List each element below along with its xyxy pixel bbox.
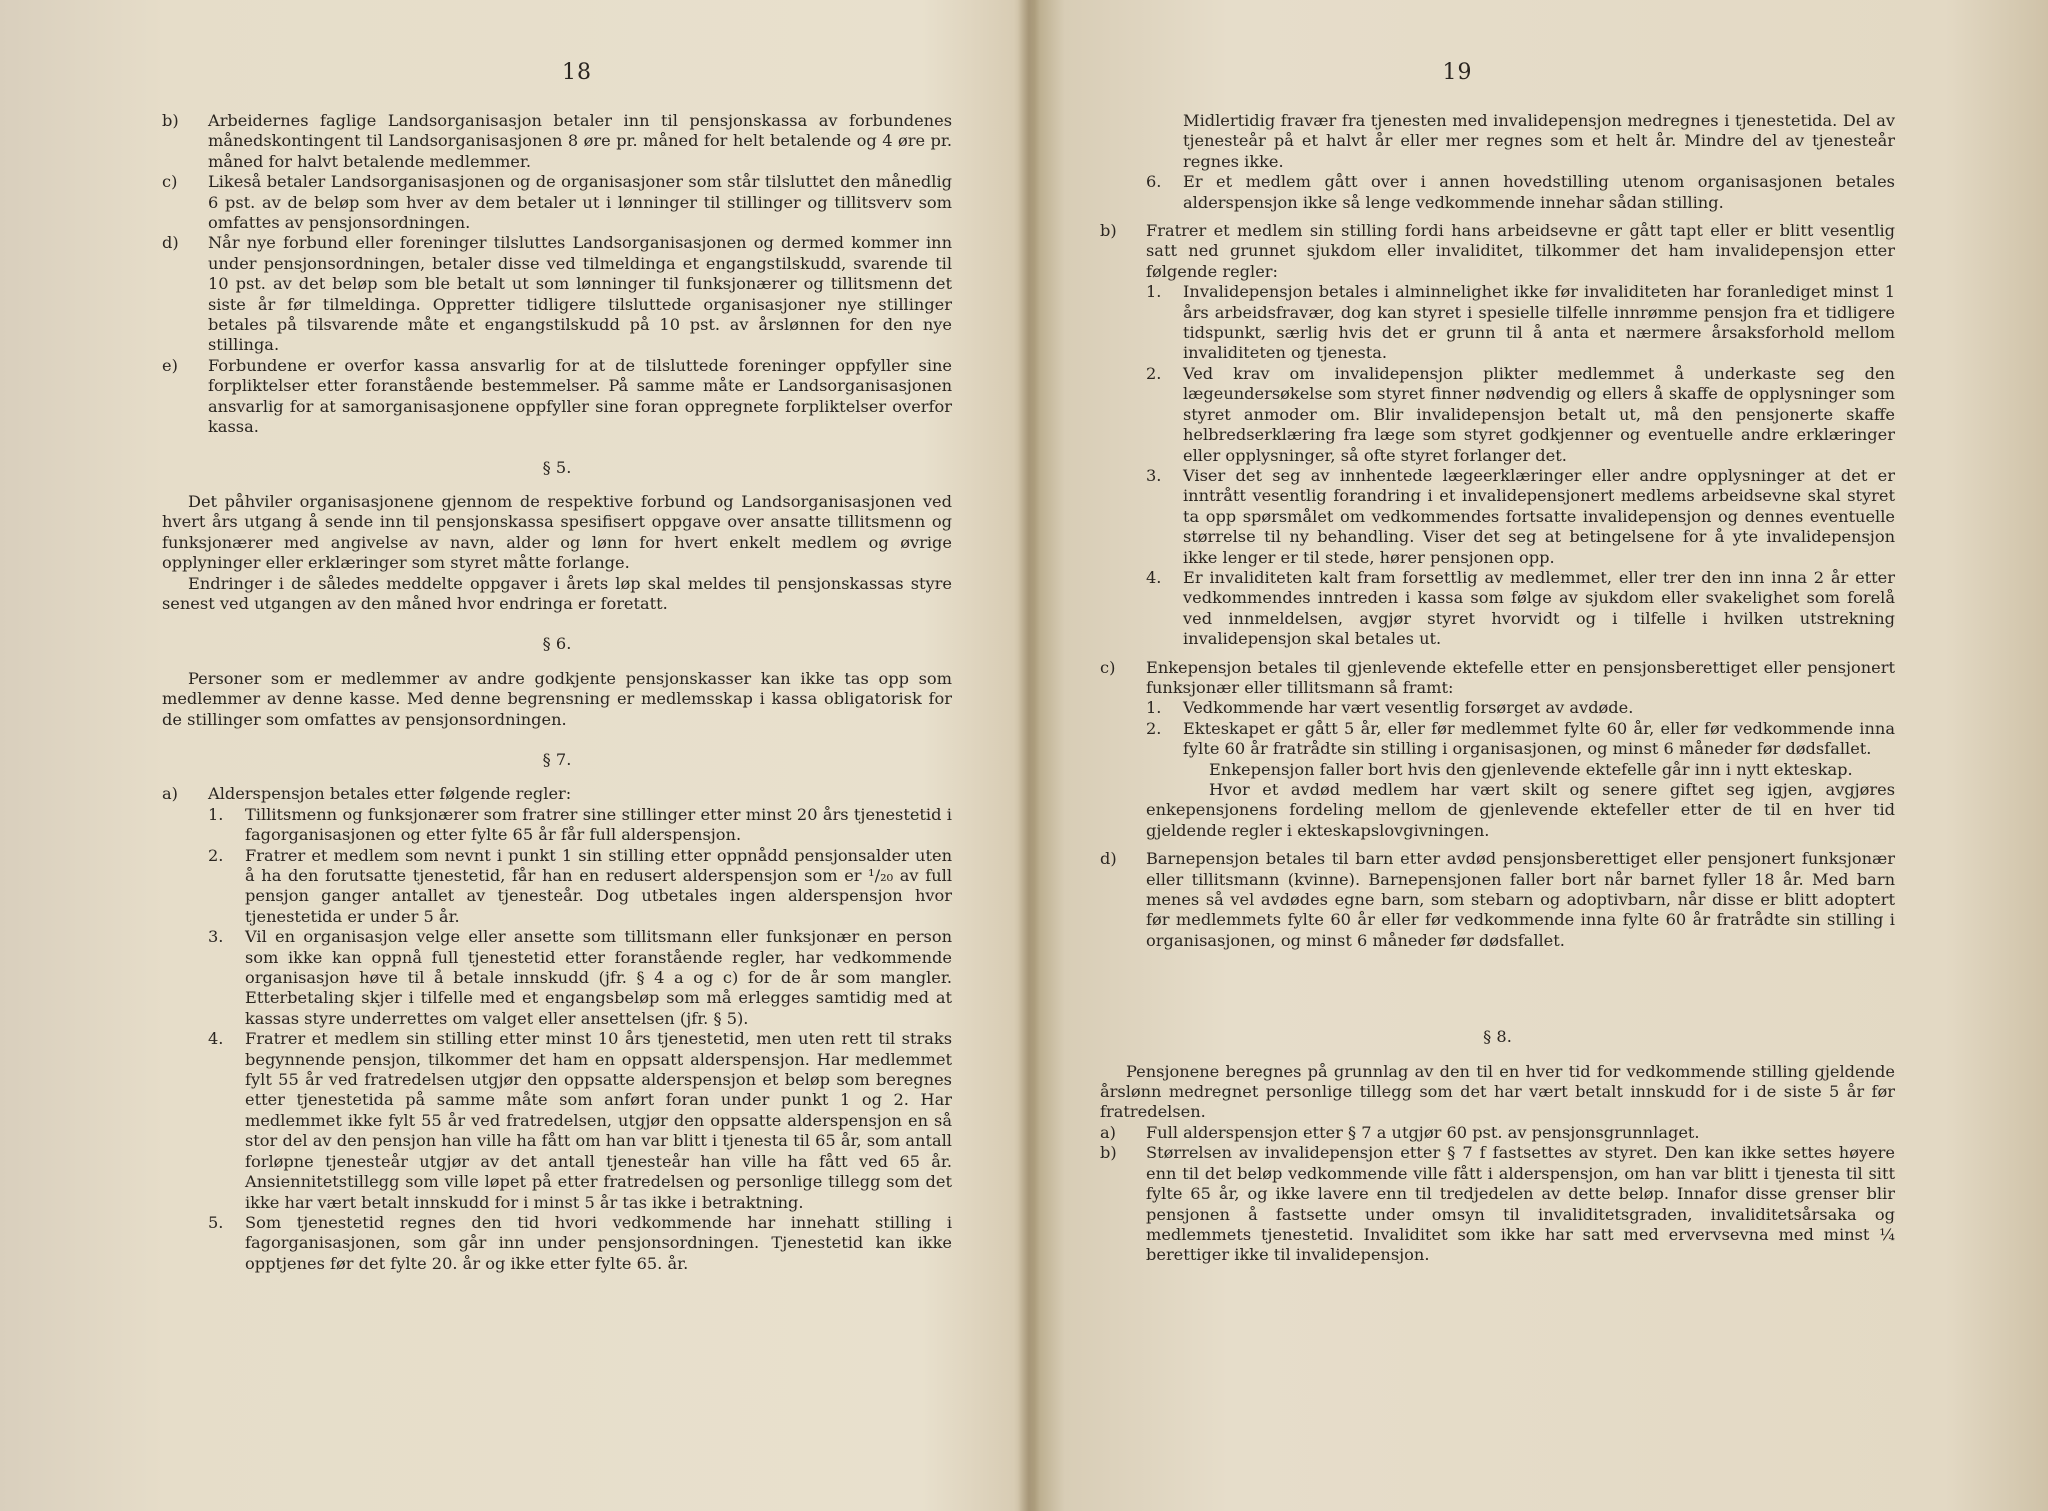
sub-item-text: Er et medlem gått over i annen hovedstilling utenom organisasjonen betales alderspensjon ikke så lenge vedkommende innehar sådan stilling.: [1183, 172, 1895, 212]
item-label: d): [1100, 849, 1117, 869]
list-item: [1100, 849, 1895, 951]
item-label: e): [162, 355, 178, 375]
item-label: d): [162, 233, 179, 253]
section-heading: § 7.: [542, 749, 572, 769]
sub-item-label: 1.: [1146, 698, 1162, 718]
sub-item-label: 2.: [208, 845, 224, 865]
sub-item-label: 4.: [1146, 567, 1162, 587]
sub-list-item: [1100, 698, 1895, 718]
sub-list-item: [1100, 719, 1895, 760]
left-page-body: [162, 111, 952, 1274]
sub-item-label: 6.: [1146, 172, 1162, 192]
sub-item-text: Er invaliditeten kalt fram forsettlig av medlemmet, eller trer den inn inna 2 år etter vedkommendes inntreden i kassa som følge av sjukdom eller svakelighet som forelå ved innmeldelsen, avgjør styret hvorvidt og i tilfelle i hvilken utstrekning invalidepensjon skal betales ut.: [1183, 567, 1895, 649]
sub-list-item: [1100, 466, 1895, 568]
sub-item-label: 5.: [208, 1212, 224, 1232]
section-heading: § 5.: [542, 457, 572, 477]
sub-list-item: [162, 805, 952, 846]
sub-item-text: Som tjenestetid regnes den tid hvori vedkommende har innehatt stilling i fagorganisasjonen, som går inn under pensjonsordningen. Tjenestetid kan ikke opptjenes før det fylte 20. år og ikke etter fylte 65. år.: [245, 1212, 952, 1273]
item-text: Alderspensjon betales etter følgende regler:: [208, 784, 572, 804]
page-number-right: 19: [1442, 60, 1473, 85]
sub-item-text: Ved krav om invalidepensjon plikter medlemmet å underkaste seg den lægeundersøkelse som styret finner nødvendig og ellers å skaffe de opplysninger som styret anmoder om. Blir invalidepensjon betalt ut, må den pensjonerte skaffe helbredserklæring fra læge som styret godkjenner og eventuelle andre erklæringer eller opplysninger, så ofte styret forlanger det.: [1183, 363, 1895, 465]
paragraph: Personer som er medlemmer av andre godkjente pensjonskasser kan ikke tas opp som medlemmer av denne kasse. Med denne begrensning er medlemsskap i kassa obligatorisk for de stillinger som omfattes av pensjonsordningen.: [162, 668, 952, 729]
sub-item-label: 3.: [1146, 465, 1162, 485]
page-number-left: 18: [562, 60, 592, 85]
right-page-body: [1100, 111, 1895, 1266]
sub-list-item: [1100, 282, 1895, 364]
list-item: [1100, 1143, 1895, 1265]
sub-list-item: [162, 846, 952, 928]
sub-item-text: Vil en organisasjon velge eller ansette som tillitsmann eller funksjonær en person som ikke kan oppnå full tjenestetid etter foranstående regler, har vedkommende organisasjon høve til å betale innskudd (jfr. § 4 a og c) for de år som mangler. Etterbetaling skjer i tilfelle med et engangsbeløp som må erlegges samtidig med at kassas styre underrettes om valget eller ansettelsen (jfr. § 5).: [245, 927, 952, 1028]
item-text: Full alderspensjon etter § 7 a utgjør 60 pst. av pensjonsgrunnlaget.: [1146, 1122, 1700, 1142]
sub-item-label: 2.: [1146, 363, 1162, 383]
right-page: [1100, 60, 1895, 1266]
list-item: [1100, 221, 1895, 282]
item-text: Enkepensjon betales til gjenlevende ektefelle etter en pensjonsberettiget eller pensjonert funksjonær eller tillitsmann så framt:: [1146, 657, 1895, 697]
item-label: a): [1100, 1122, 1116, 1142]
list-item: [1100, 1123, 1895, 1143]
item-label: b): [1100, 221, 1117, 241]
spacer: [1100, 951, 1895, 1007]
item-label: c): [162, 172, 178, 192]
paragraph: Pensjonene beregnes på grunnlag av den til en hver tid for vedkommende stilling gjeldende årslønn medregnet personlige tillegg som det har vært betalt innskudd for i de siste 5 år før fratredelsen.: [1100, 1061, 1895, 1122]
item-label: c): [1100, 657, 1116, 677]
sub-item-text: Tillitsmenn og funksjonærer som fratrer sine stillinger etter minst 20 års tjenestetid i fagorganisasjonen og etter fylte 65 år får full alderspensjon.: [245, 804, 952, 845]
item-label: b): [162, 111, 179, 130]
item-text: Når nye forbund eller foreninger tilsluttes Landsorganisasjonen og dermed kommer inn under pensjonsordningen, betaler disse ved tilmeldinga et engangstilskudd, svarende til 10 pst. av det beløp som ble betalt ut som lønninger til funksjonærer og tillitsmenn det siste år før tilmeldinga. Oppretter tidligere tilsluttede organisasjoner nye stillinger betales på tilsvarende måte et engangstilskudd på 10 pst. av årslønnen for den nye stillinga.: [208, 233, 952, 355]
list-item: [162, 784, 952, 804]
list-item: [162, 356, 952, 438]
sub-list-item: [162, 1213, 952, 1274]
sub-item-text: Fratrer et medlem som nevnt i punkt 1 sin stilling etter oppnådd pensjonsalder uten å ha den forutsatte tjenestetid, får han en redusert alderspensjon som er ¹/₂₀ av full pensjon ganger antallet av tjenesteår. Dog utbetales ingen alderspensjon hvor tjenestetida er under 5 år.: [245, 845, 952, 926]
list-item: [162, 111, 952, 172]
paragraph: Hvor et avdød medlem har vært skilt og senere giftet seg igjen, avgjøres enkepensjonens fordeling mellom de gjenlevende ektefeller etter de til en hver tid gjeldende regler i ekteskapslovgivningen.: [1146, 780, 1895, 840]
paragraph: Det påhviler organisasjonene gjennom de respektive forbund og Landsorganisasjonen ved hvert års utgang å sende inn til pensjonskassa spesifisert oppgave over ansatte tillitsmenn og funksjonærer med angivelse av navn, alder og lønn for hvert enkelt medlem og øvrige opplyninger eller erklæringer som styret måtte forlange.: [162, 491, 952, 573]
sub-list-item: [162, 927, 952, 1029]
sub-item-text: Ekteskapet er gått 5 år, eller før medlemmet fylte 60 år, eller før vedkommende inna fylte 60 år fratrådte sin stilling i organisasjonen, og minst 6 måneder før dødsfallet.: [1183, 718, 1895, 759]
sub-list-item: [1100, 172, 1895, 213]
item-label: b): [1100, 1143, 1117, 1163]
sub-list-item: [1100, 364, 1895, 466]
item-text: Barnepensjon betales til barn etter avdød pensjonsberettiget eller pensjonert funksjonær eller tillitsmann (kvinne). Barnepensjonen faller bort når barnet fyller 18 år. Med barn menes så vel avdødes egne barn, som stebarn og adoptivbarn, når disse er blitt adoptert før medlemmets fylte 60 år eller før vedkommende inna fylte 60 år fratrådte sin stilling i organisasjonen, og minst 6 måneder før dødsfallet.: [1146, 849, 1895, 950]
list-item: [162, 233, 952, 355]
section-heading: § 8.: [1483, 1027, 1512, 1047]
item-text: Størrelsen av invalidepensjon etter § 7 f fastsettes av styret. Den kan ikke settes høyere enn til det beløp vedkommende ville fått i alderspensjon, om han var blitt i tjenesta til sitt fylte 65 år, og ikke lavere enn til tredjedelen av dette beløp. Innafor disse grenser blir pensjonen å fastsette under omsyn til invaliditetsgraden, invaliditetsårsaka og medlemmets tjenestetid. Invaliditet som ikke har satt med ervervsevna med minst ¼ berettiger ikke til invalidepensjon.: [1146, 1143, 1895, 1265]
item-label: a): [162, 784, 178, 804]
sub-item-label: 4.: [208, 1029, 224, 1049]
item-text: Forbundene er overfor kassa ansvarlig for at de tilsluttede foreninger oppfyller sine forpliktelser etter foranstående bestemmelser. På samme måte er Landsorganisasjonen ansvarlig for at samorganisasjonene oppfyller sine foran oppregnete forpliktelser overfor kassa.: [208, 355, 952, 437]
sub-item-label: 3.: [208, 927, 224, 947]
list-item: [162, 172, 952, 233]
sub-item-label: 2.: [1146, 718, 1162, 738]
sub-item-text: Vedkommende har vært vesentlig forsørget av avdøde.: [1183, 698, 1634, 718]
left-page: [162, 60, 952, 1274]
list-item: [1100, 658, 1895, 699]
sub-list-item: [162, 1029, 952, 1213]
item-text: Arbeidernes faglige Landsorganisasjon betaler inn til pensjonskassa av forbundenes månedskontingent til Landsorganisasjonen 8 øre pr. måned for helt betalende og 4 øre pr. måned for halvt betalende medlemmer.: [208, 111, 952, 171]
sub-item-text: Fratrer et medlem sin stilling etter minst 10 års tjenestetid, men uten rett til straks begynnende pensjon, tilkommer det ham en oppsatt alderspensjon. Har medlemmet fylt 55 år ved fratredelsen utgjør den oppsatte alderspensjon et beløp som beregnes etter tjenestetida på samme måte som anført foran under punkt 1 og 2. Har medlemmet ikke fylt 55 år ved fratredelsen, utgjør den oppsatte alderspensjon en så stor del av den pensjon han ville ha fått om han var blitt i tjenesta til 65 år, som antall forløpne tjenesteår utgjør av det antall tjenesteår han ville ha fått ved 65 år. Ansiennitetstillegg som ville løpet på etter fratredelsen og personlige tillegg som det ikke har vært betalt innskudd for i minst 5 år tas ikke i betraktning.: [245, 1029, 952, 1212]
paragraph: Endringer i de således meddelte oppgaver i årets løp skal meldes til pensjonskassas styre senest ved utgangen av den måned hvor endringa er foretatt.: [162, 573, 952, 613]
paragraph: Enkepensjon faller bort hvis den gjenlevende ektefelle går inn i nytt ekteskap.: [1209, 759, 1853, 779]
sub-item-text: Invalidepensjon betales i alminnelighet ikke før invaliditeten har foranlediget minst 1 års arbeidsfravær, dog kan styret i spesielle tilfelle innrømme pensjon fra et tidligere tidspunkt, særlig hvis det er grunn til å anta et nærmere årsaksforhold mellom invaliditeten og tjenesta.: [1183, 282, 1895, 363]
sub-item-label: 1.: [208, 804, 224, 824]
section-heading: § 6.: [542, 634, 572, 654]
sub-item-label: 1.: [1146, 282, 1162, 302]
book-fold: [1018, 0, 1040, 1511]
sub-list-item: [1100, 568, 1895, 650]
item-text: Fratrer et medlem sin stilling fordi hans arbeidsevne er gått tapt eller er blitt vesentlig satt ned grunnet sjukdom eller invaliditet, tilkommer det ham invalidepensjon etter følgende regler:: [1146, 221, 1895, 281]
sub-item-text: Viser det seg av innhentede lægeerklæringer eller andre opplysninger at det er inntrått vesentlig forandring i et invalidepensjonert medlems arbeidsevne skal styret ta opp spørsmålet om vedkommendes fortsatte invalidepensjon og dennes eventuelle størrelse til ny behandling. Viser det seg at betingelsene for å yte invalidepensjon ikke lenger er til stede, hører pensjonen opp.: [1183, 465, 1895, 567]
item-text: Likeså betaler Landsorganisasjonen og de organisasjoner som står tilsluttet den månedlig 6 pst. av de beløp som hver av dem betaler ut i lønninger til stillinger og tillitsverv som omfattes av pensjonsordningen.: [208, 172, 952, 233]
continued-paragraph: Midlertidig fravær fra tjenesten med invalidepensjon medregnes i tjenestetida. Del av tjenesteår på et halvt år eller mer regnes som et helt år. Mindre del av tjenesteår regnes ikke.: [1183, 111, 1895, 171]
